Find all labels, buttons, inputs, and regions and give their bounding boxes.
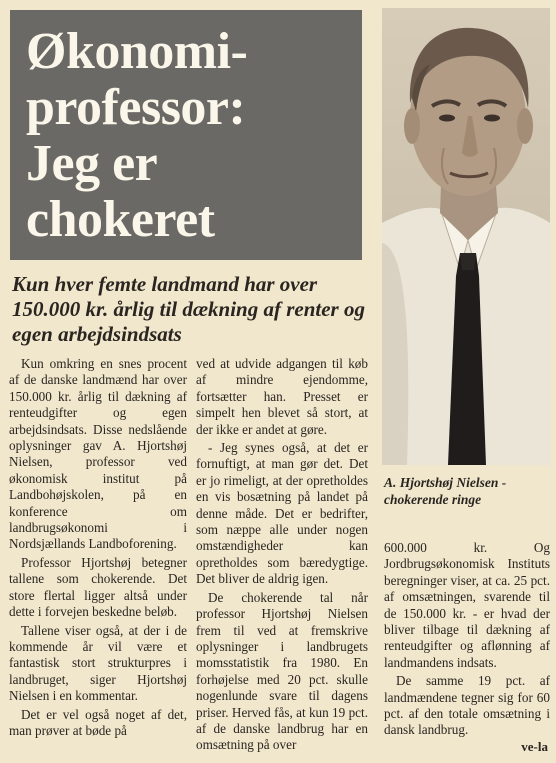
headline-box [10, 10, 362, 260]
subheadline: Kun hver femte landmand har over 150.000 kr. årlig til dækning af renter og egen arbejdsindsats [12, 272, 365, 346]
article-column-2 [196, 356, 368, 756]
photo-caption: A. Hjortshøj Nielsen - chokerende ringe [384, 475, 507, 507]
headline-line: Jeg er [26, 135, 158, 192]
headline-line: professor: [26, 79, 246, 136]
article-paragraph: Det er vel også noget af det, man prøver at bøde på [9, 706, 187, 738]
author-signature: ve-la [521, 739, 548, 754]
portrait-illustration [382, 8, 550, 465]
article-paragraph: ved at udvide adgangen til køb af mindre ejendomme, fortsætter han. Presset er simpelt hen blevet så stort, at der ikke er andet at gøre. [196, 356, 368, 437]
article-column-3 [384, 540, 550, 741]
article-paragraph: - Jeg synes også, at det er fornuftigt, at man gør det. Det er jo rimeligt, at der opretholdes en vis bosætning på landet på denne måde. Det er bedrifter, som næppe alle under nogen omstændigheder kan opretholdes som bæredygtige. Det bliver de aldrig igen. [196, 440, 368, 587]
article-paragraph: Kun omkring en snes procent af de danske landmænd har over 150.000 kr. årlig til dækning af renteudgifter og egen arbejdsindsats. Disse nedslående oplysninger gav A. Hjortshøj Nielsen, professor ved økonomisk institut på Landbohøjskolen, på en konference om landbrugsøkonomi i Nordsjællands Landboforening. [9, 356, 187, 552]
article-paragraph: De chokerende tal når professor Hjortshøj Nielsen frem til ved at fremskrive oplysninger i landbrugets momsstatistik fra 1980. En forhøjelse med 20 pct. skulle nogenlunde svare til dagens priser. Herved fås, at kun 19 pct. af de danske landbrug har en omsætning på over [196, 589, 368, 753]
article-paragraph: Tallene viser også, at der i de kommende år vil være et fantastisk stort strukturpres i landbruget, siger Hjortshøj Nielsen i en kommentar. [9, 622, 187, 704]
article-paragraph: De samme 19 pct. af landmændene tegner sig for 60 pct. af den totale omsætning i dansk landbrug. [384, 673, 550, 738]
headline-line: Økonomi- [26, 23, 248, 80]
article-paragraph: Professor Hjortshøj betegner tallene som chokerende. Det store flertal ligger altså under dette i forvejen beskedne beløb. [9, 554, 187, 620]
article-paragraph: 600.000 kr. Og Jordbrugsøkonomisk Instituts beregninger viser, at ca. 25 pct. af omsætningen, svarende til de 150.000 kr. - er hvad der bliver tilbage til dækning af renteudgifter og aflønning af landmandens indsats. [384, 540, 550, 670]
headline-line: chokeret [26, 191, 215, 248]
article-column-1 [9, 356, 187, 741]
portrait-photo [382, 8, 550, 465]
